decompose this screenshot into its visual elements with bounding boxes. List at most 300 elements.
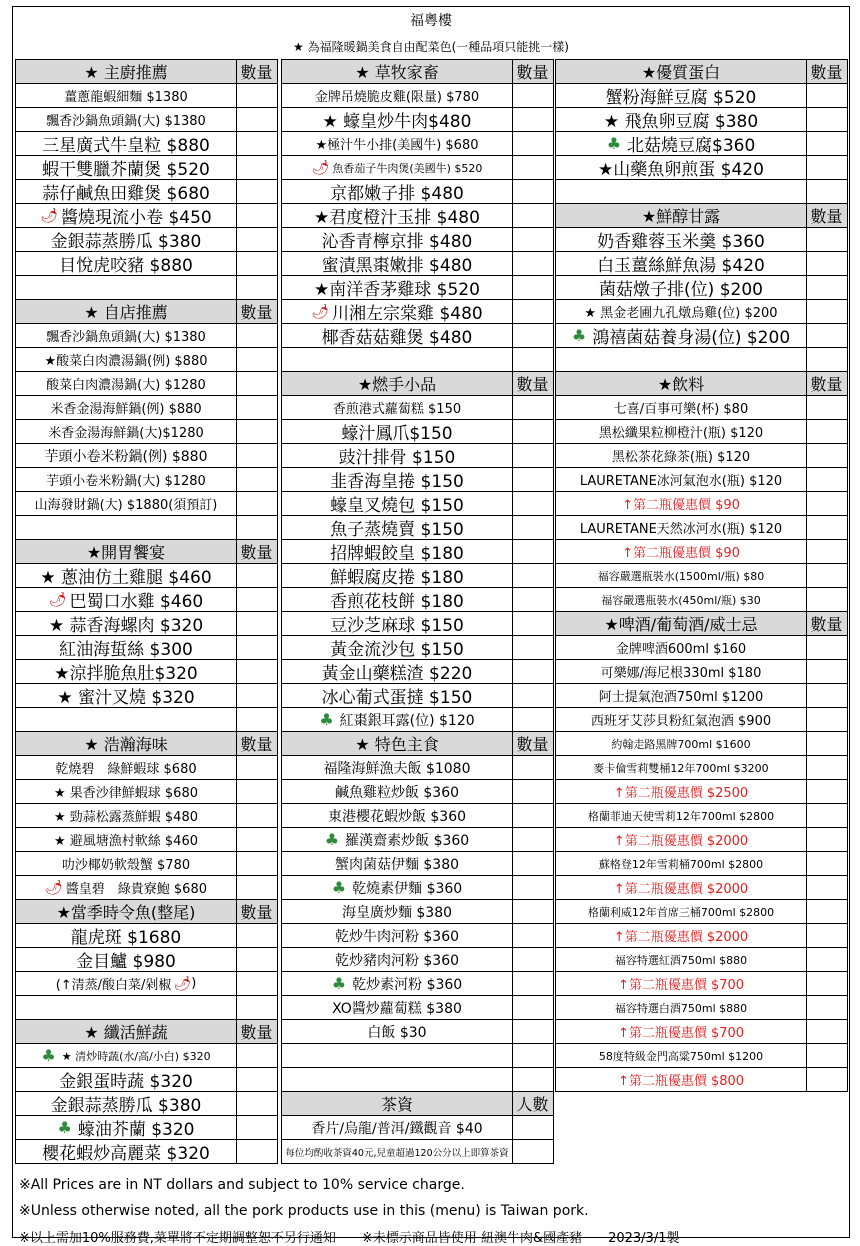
menu-item-label: ★ 黑金老圃九孔燉烏雞(位) $200: [584, 306, 778, 321]
blank-row: [282, 348, 554, 372]
menu-item-row: [556, 1044, 848, 1068]
menu-item-label: ★ 清炒時蔬(水/高/小白) $320: [61, 1049, 211, 1063]
menu-item-row: [282, 780, 554, 804]
menu-item-label: 蘇格登12年雪莉桶700ml $2800: [598, 857, 764, 871]
quantity-cell[interactable]: [512, 420, 554, 443]
quantity-cell[interactable]: [512, 588, 554, 611]
quantity-cell[interactable]: [236, 1140, 278, 1163]
section-header: [16, 732, 278, 756]
quantity-cell[interactable]: [806, 324, 848, 347]
quantity-cell[interactable]: [806, 276, 848, 299]
quantity-cell[interactable]: [236, 1068, 278, 1091]
quantity-cell[interactable]: [236, 228, 278, 251]
quantity-cell[interactable]: [512, 300, 554, 323]
quantity-cell[interactable]: [236, 348, 278, 371]
quantity-cell[interactable]: [512, 900, 554, 923]
menu-item-label: ★涼拌脆魚肚$320: [54, 664, 198, 683]
menu-item-row: [556, 948, 848, 972]
menu-item-cell: [282, 780, 513, 803]
menu-item-label: 西班牙艾莎貝粉紅氣泡酒 $900: [590, 714, 772, 729]
menu-item-cell: [16, 468, 237, 491]
quantity-cell[interactable]: [806, 396, 848, 419]
menu-item-cell: [556, 444, 807, 467]
menu-item-label: ★ 勁蒜松露蒸鮮蝦 $480: [53, 810, 198, 825]
quantity-column-label: 數量: [236, 900, 278, 923]
section-header: [16, 300, 278, 324]
quantity-cell[interactable]: [806, 516, 848, 539]
menu-item-cell: [282, 108, 513, 131]
menu-item-row: [556, 684, 848, 708]
broccoli-icon: ♣: [571, 326, 587, 345]
quantity-cell[interactable]: [806, 492, 848, 515]
quantity-cell[interactable]: [512, 612, 554, 635]
menu-item-label: 乾炒素河粉 $360: [352, 976, 463, 993]
menu-item-label: 鹹魚雞粒炒飯 $360: [334, 784, 460, 801]
quantity-cell[interactable]: [236, 324, 278, 347]
quantity-cell[interactable]: [236, 588, 278, 611]
menu-item-cell: [282, 444, 513, 467]
quantity-cell[interactable]: [806, 564, 848, 587]
quantity-cell[interactable]: [512, 324, 554, 347]
menu-item-row: [16, 612, 278, 636]
quantity-cell[interactable]: [236, 420, 278, 443]
menu-item-label: 紅油海蜇絲 $300: [59, 640, 193, 659]
menu-item-label: 福容嚴選瓶裝水(1500ml/瓶) $80: [597, 569, 765, 583]
quantity-cell[interactable]: [512, 492, 554, 515]
quantity-cell[interactable]: [806, 444, 848, 467]
quantity-cell[interactable]: [806, 636, 848, 659]
quantity-cell[interactable]: [512, 204, 554, 227]
menu-item-cell: [556, 420, 807, 443]
quantity-cell[interactable]: [512, 780, 554, 803]
quantity-cell[interactable]: [512, 876, 554, 899]
menu-item-label: ★酸菜白肉濃湯鍋(例) $880: [44, 354, 208, 369]
menu-item-cell: [16, 828, 237, 851]
menu-item-label: 蠔皇叉燒包 $150: [330, 496, 464, 515]
menu-item-row: [16, 636, 278, 660]
menu-item-label: 豆沙芝麻球 $150: [330, 616, 464, 635]
menu-item-row: [282, 180, 554, 204]
menu-item-row: [556, 516, 848, 540]
menu-item-row: [282, 636, 554, 660]
quantity-cell[interactable]: [512, 180, 554, 203]
menu-item-cell: [282, 540, 513, 563]
menu-item-row: [282, 156, 554, 180]
quantity-cell[interactable]: [806, 228, 848, 251]
menu-item-label: 飄香沙鍋魚頭鍋(大) $1380: [46, 330, 206, 345]
menu-item-cell: [556, 300, 807, 323]
section-title: ★ 自店推薦: [16, 300, 237, 323]
quantity-cell[interactable]: [236, 636, 278, 659]
quantity-cell[interactable]: [806, 1020, 848, 1043]
menu-item-cell: [282, 660, 513, 683]
quantity-cell[interactable]: [806, 684, 848, 707]
menu-item-cell: [556, 492, 807, 515]
menu-sheet: [12, 6, 850, 1246]
section-title: ★ 浩瀚海味: [16, 732, 237, 755]
section-header: [556, 612, 848, 636]
menu-item-cell: [282, 300, 513, 323]
menu-item-label: 沁香青檸京排 $480: [321, 232, 473, 251]
menu-item-row: [556, 972, 848, 996]
menu-item-row: [282, 252, 554, 276]
quantity-cell[interactable]: [806, 780, 848, 803]
quantity-cell[interactable]: [806, 876, 848, 899]
quantity-cell[interactable]: [236, 828, 278, 851]
menu-item-cell: [16, 324, 237, 347]
menu-item-cell: [16, 444, 237, 467]
quantity-cell[interactable]: [806, 108, 848, 131]
menu-item-label: 薑蔥龍蝦細麵 $1380: [64, 90, 188, 105]
quantity-cell[interactable]: [512, 828, 554, 851]
menu-item-row: [556, 396, 848, 420]
quantity-cell[interactable]: [806, 1044, 848, 1067]
broccoli-icon: ♣: [331, 878, 347, 897]
menu-item-label: 乾燒素伊麵 $360: [352, 880, 463, 897]
menu-item-label: ↑第二瓶優惠價 $90: [622, 546, 740, 561]
quantity-cell[interactable]: [512, 348, 554, 371]
section-header: [556, 60, 848, 84]
menu-item-cell: [282, 1020, 513, 1043]
menu-item-label: 鮮蝦腐皮捲 $180: [330, 568, 464, 587]
quantity-cell[interactable]: [236, 372, 278, 395]
menu-item-row: [282, 996, 554, 1020]
quantity-cell[interactable]: [236, 852, 278, 875]
quantity-cell[interactable]: [512, 636, 554, 659]
quantity-cell[interactable]: [512, 996, 554, 1019]
section-header: [556, 372, 848, 396]
menu-item-cell: [556, 84, 807, 107]
menu-item-label: 福容嚴選瓶裝水(450ml/瓶) $30: [601, 593, 761, 607]
quantity-cell[interactable]: [512, 444, 554, 467]
menu-item-cell: [16, 1044, 237, 1067]
menu-item-row: [556, 1068, 848, 1092]
footer-note-price: ※All Prices are in NT dollars and subject to 10% service charge.: [19, 1177, 465, 1193]
menu-item-cell: [282, 852, 513, 875]
quantity-cell[interactable]: [236, 444, 278, 467]
menu-item-row: [16, 132, 278, 156]
quantity-cell[interactable]: [236, 756, 278, 779]
menu-item-label: 可樂娜/海尼根330ml $180: [600, 666, 762, 681]
menu-item-row: [282, 828, 554, 852]
menu-item-cell: [556, 396, 807, 419]
section-header: [16, 540, 278, 564]
menu-item-label: 東港櫻花蝦炒飯 $360: [327, 808, 467, 825]
menu-item-cell: [282, 684, 513, 707]
menu-item-row: [282, 228, 554, 252]
section-title: ★開胃饗宴: [16, 540, 237, 563]
quantity-cell[interactable]: [512, 1140, 554, 1163]
quantity-cell[interactable]: [806, 540, 848, 563]
menu-item-cell: [282, 156, 513, 179]
quantity-cell[interactable]: [806, 252, 848, 275]
quantity-cell[interactable]: [512, 156, 554, 179]
quantity-cell[interactable]: [806, 420, 848, 443]
menu-item-label: 金銀蒜蒸勝瓜 $380: [50, 1096, 202, 1115]
quantity-cell[interactable]: [512, 396, 554, 419]
section-header: [16, 1020, 278, 1044]
menu-item-label: 酸菜白肉濃湯鍋(大) $1280: [46, 378, 206, 393]
quantity-cell[interactable]: [236, 660, 278, 683]
menu-item-label: 蜜漬黑棗嫩排 $480: [321, 256, 473, 275]
menu-item-label: ↑第二瓶優惠價 $700: [617, 1026, 745, 1041]
quantity-cell[interactable]: [806, 300, 848, 323]
quantity-cell[interactable]: [236, 924, 278, 947]
menu-item-label: 韭香海皇捲 $150: [330, 472, 464, 491]
quantity-cell[interactable]: [512, 660, 554, 683]
menu-item-row: [16, 852, 278, 876]
quantity-cell[interactable]: [806, 156, 848, 179]
quantity-cell[interactable]: [512, 468, 554, 491]
menu-item-label: 黃金山藥糕渣 $220: [321, 664, 473, 683]
quantity-cell[interactable]: [512, 948, 554, 971]
chili-pepper-icon: 🌶: [45, 879, 63, 896]
menu-item-row: [282, 492, 554, 516]
quantity-cell[interactable]: [512, 252, 554, 275]
quantity-cell[interactable]: [806, 900, 848, 923]
menu-item-cell: [16, 708, 237, 731]
menu-item-label: ★ 避風塘漁村軟絲 $460: [53, 834, 198, 849]
quantity-cell[interactable]: [512, 1068, 554, 1091]
menu-item-row: [16, 972, 278, 996]
quantity-cell[interactable]: [236, 780, 278, 803]
menu-item-cell: [16, 588, 237, 611]
quantity-cell[interactable]: [236, 972, 278, 995]
quantity-cell[interactable]: [806, 348, 848, 371]
quantity-cell[interactable]: [236, 948, 278, 971]
quantity-cell[interactable]: [236, 180, 278, 203]
quantity-cell[interactable]: [806, 180, 848, 203]
menu-item-row: [16, 804, 278, 828]
people-column-label: 人數: [512, 1092, 554, 1115]
menu-item-cell: [16, 780, 237, 803]
menu-item-row: [16, 1092, 278, 1116]
column-left: [15, 59, 278, 1164]
quantity-cell[interactable]: [236, 252, 278, 275]
menu-item-row: [16, 372, 278, 396]
menu-item-label: 乾炒牛肉河粉 $360: [334, 928, 460, 945]
quantity-cell[interactable]: [806, 468, 848, 491]
menu-item-label: 香片/烏龍/普洱/鐵觀音 $40: [311, 1120, 483, 1137]
quantity-cell[interactable]: [806, 756, 848, 779]
menu-item-cell: [556, 900, 807, 923]
quantity-cell[interactable]: [512, 924, 554, 947]
quantity-cell[interactable]: [512, 132, 554, 155]
menu-item-cell: [16, 228, 237, 251]
menu-item-label: 魚香茄子牛肉煲(美國牛) $520: [332, 161, 483, 175]
quantity-cell[interactable]: [236, 804, 278, 827]
broccoli-icon: ♣: [57, 1118, 72, 1137]
menu-item-row: [556, 324, 848, 348]
chili-pepper-icon: 🌶: [311, 159, 330, 176]
menu-item-cell: [16, 276, 237, 299]
menu-item-cell: [556, 228, 807, 251]
menu-item-cell: [556, 852, 807, 875]
menu-item-row: [16, 1044, 278, 1068]
section-title: ★當季時令魚(整尾): [16, 900, 237, 923]
menu-item-cell: [556, 708, 807, 731]
quantity-cell[interactable]: [236, 468, 278, 491]
menu-item-label: 蠔油芥蘭 $320: [77, 1120, 195, 1139]
menu-item-cell: [556, 636, 807, 659]
menu-item-cell: [282, 972, 513, 995]
quantity-cell[interactable]: [806, 84, 848, 107]
quantity-column-label: 數量: [236, 300, 278, 323]
quantity-cell[interactable]: [236, 876, 278, 899]
quantity-cell[interactable]: [512, 108, 554, 131]
quantity-cell[interactable]: [806, 660, 848, 683]
quantity-cell[interactable]: [236, 492, 278, 515]
menu-item-label: 蟹肉菌菇伊麵 $380: [334, 856, 460, 873]
quantity-cell[interactable]: [236, 516, 278, 539]
quantity-cell[interactable]: [806, 948, 848, 971]
chili-pepper-icon: 🌶: [48, 591, 67, 608]
menu-item-label: 京都嫩子排 $480: [330, 184, 464, 203]
quantity-cell[interactable]: [806, 588, 848, 611]
quantity-column-label: 數量: [236, 60, 278, 83]
menu-item-label: 海皇廣炒麵 $380: [341, 904, 453, 921]
quantity-cell[interactable]: [236, 84, 278, 107]
quantity-cell[interactable]: [236, 612, 278, 635]
menu-item-row: [282, 516, 554, 540]
quantity-cell[interactable]: [236, 1092, 278, 1115]
menu-item-row: [16, 84, 278, 108]
quantity-cell[interactable]: [236, 132, 278, 155]
menu-item-row: [16, 564, 278, 588]
menu-item-label: ★極汁牛小排(美國牛) $680: [315, 138, 479, 153]
quantity-cell[interactable]: [806, 708, 848, 731]
quantity-cell[interactable]: [806, 1068, 848, 1091]
section-title: ★ 草牧家畜: [282, 60, 513, 83]
menu-item-row: [16, 252, 278, 276]
quantity-cell[interactable]: [806, 732, 848, 755]
menu-item-cell: [282, 804, 513, 827]
menu-item-row: [556, 924, 848, 948]
quantity-cell[interactable]: [236, 564, 278, 587]
quantity-cell[interactable]: [806, 828, 848, 851]
menu-item-row: [556, 708, 848, 732]
quantity-cell[interactable]: [236, 708, 278, 731]
menu-item-row: [556, 108, 848, 132]
section-title: ★飲料: [556, 372, 807, 395]
quantity-cell[interactable]: [512, 684, 554, 707]
menu-item-row: [556, 852, 848, 876]
menu-item-cell: [16, 804, 237, 827]
quantity-cell[interactable]: [806, 972, 848, 995]
quantity-cell[interactable]: [512, 276, 554, 299]
menu-item-label: 羅漢齋素炒飯 $360: [345, 832, 470, 849]
menu-item-label: 芋頭小卷米粉鍋(例) $880: [44, 448, 208, 465]
menu-item-label: 蠔汁鳳爪$150: [341, 424, 453, 443]
quantity-cell[interactable]: [512, 1116, 554, 1139]
quantity-cell[interactable]: [512, 228, 554, 251]
menu-item-cell: [282, 204, 513, 227]
menu-item-cell: [282, 324, 513, 347]
quantity-cell[interactable]: [512, 804, 554, 827]
quantity-column-label: 數量: [806, 372, 848, 395]
quantity-cell[interactable]: [806, 804, 848, 827]
menu-item-cell: [282, 924, 513, 947]
quantity-cell[interactable]: [512, 1020, 554, 1043]
menu-item-row: [282, 972, 554, 996]
menu-item-label: 龍虎斑 $1680: [70, 928, 182, 947]
quantity-cell[interactable]: [512, 564, 554, 587]
menu-item-row: [282, 396, 554, 420]
quantity-cell[interactable]: [512, 852, 554, 875]
menu-item-row: [282, 612, 554, 636]
menu-item-cell: [16, 756, 237, 779]
broccoli-icon: ♣: [319, 710, 334, 729]
quantity-cell[interactable]: [236, 1116, 278, 1139]
menu-item-label: 福隆海鮮漁夫飯 $1080: [323, 760, 471, 777]
menu-item-row: [282, 900, 554, 924]
quantity-cell[interactable]: [512, 516, 554, 539]
menu-item-row: [556, 660, 848, 684]
menu-item-row: [556, 876, 848, 900]
quantity-cell[interactable]: [806, 996, 848, 1019]
menu-item-row: [556, 468, 848, 492]
menu-item-cell: [556, 732, 807, 755]
menu-item-cell: [16, 684, 237, 707]
menu-item-cell: [282, 420, 513, 443]
blank-row: [16, 996, 278, 1020]
quantity-cell[interactable]: [236, 396, 278, 419]
quantity-cell[interactable]: [236, 204, 278, 227]
menu-item-label: 福容特選紅酒750ml $880: [614, 953, 748, 967]
menu-item-row: [16, 924, 278, 948]
menu-item-cell: [16, 348, 237, 371]
menu-item-label: 乾燒碧 綠鮮蝦球 $680: [55, 762, 197, 777]
menu-item-row: [16, 780, 278, 804]
section-header: [282, 1092, 554, 1116]
section-header: [16, 60, 278, 84]
menu-item-cell: [16, 156, 237, 179]
menu-item-cell: [556, 468, 807, 491]
quantity-column-label: 數量: [806, 204, 848, 227]
quantity-cell[interactable]: [236, 684, 278, 707]
quantity-cell[interactable]: [236, 276, 278, 299]
quantity-cell[interactable]: [512, 84, 554, 107]
menu-item-cell: [556, 132, 807, 155]
menu-item-cell: [16, 612, 237, 635]
quantity-column-label: 數量: [236, 732, 278, 755]
menu-item-cell: [16, 1116, 237, 1139]
quantity-cell[interactable]: [806, 132, 848, 155]
quantity-cell[interactable]: [236, 1044, 278, 1067]
quantity-cell[interactable]: [236, 996, 278, 1019]
quantity-cell[interactable]: [512, 1044, 554, 1067]
quantity-cell[interactable]: [236, 156, 278, 179]
menu-item-row: [282, 276, 554, 300]
quantity-cell[interactable]: [806, 924, 848, 947]
quantity-cell[interactable]: [512, 972, 554, 995]
section-header: [16, 900, 278, 924]
menu-item-label: ↑第二瓶優惠價 $2500: [613, 786, 749, 801]
quantity-cell[interactable]: [512, 540, 554, 563]
menu-item-label: 冰心葡式蛋撻 $150: [321, 688, 473, 707]
quantity-cell[interactable]: [512, 708, 554, 731]
menu-item-label: LAURETANE冰河氣泡水(瓶) $120: [579, 474, 783, 489]
menu-item-cell: [282, 492, 513, 515]
menu-item-cell: [16, 876, 237, 899]
menu-item-cell: [16, 1140, 237, 1163]
quantity-cell[interactable]: [806, 852, 848, 875]
quantity-cell[interactable]: [512, 756, 554, 779]
menu-item-cell: [282, 348, 513, 371]
quantity-cell[interactable]: [236, 108, 278, 131]
menu-item-row: [16, 324, 278, 348]
menu-item-label: 招牌蝦餃皇 $180: [330, 544, 464, 563]
